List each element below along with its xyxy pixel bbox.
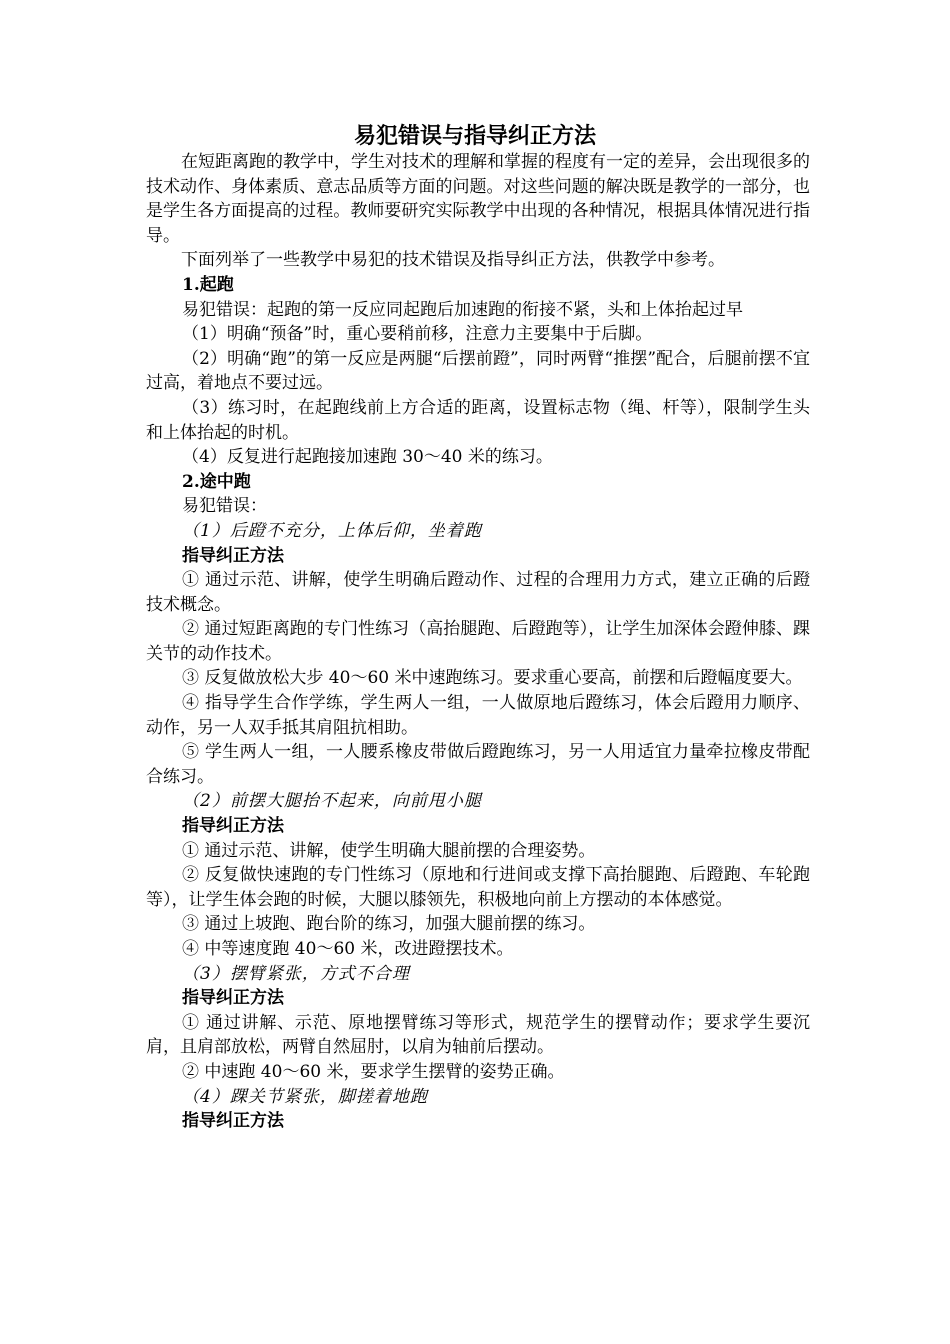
error-subheading: （3）摆臂紧张，方式不合理 [182, 963, 410, 984]
section-heading: 2.途中跑 [182, 471, 251, 492]
document-body [146, 150, 810, 1134]
paragraph: ④ 指导学生合作学练，学生两人一组，一人做原地后蹬练习，体会后蹬用力顺序、动作，另一人双手抵其肩阻抗相助。 [146, 693, 810, 738]
paragraph: ② 中速跑 40～60 米，要求学生摆臂的姿势正确。 [182, 1061, 565, 1082]
paragraph: ② 反复做快速跑的专门性练习（原地和行进间或支撑下高抬腿跑、后蹬跑、车轮跑等），让学生体会跑的时候，大腿以膝领先，积极地向前上方摆动的本体感觉。 [146, 865, 810, 910]
paragraph: （4）反复进行起跑接加速跑 30～40 米的练习。 [182, 447, 553, 468]
section-heading: 1.起跑 [182, 274, 234, 295]
document-title: 易犯错误与指导纠正方法 [353, 123, 596, 149]
paragraph: ① 通过示范、讲解，使学生明确后蹬动作、过程的合理用力方式，建立正确的后蹬技术概念。 [146, 570, 810, 615]
paragraph: ③ 通过上坡跑、跑台阶的练习，加强大腿前摆的练习。 [182, 914, 596, 935]
paragraph: ⑤ 学生两人一组，一人腰系橡皮带做后蹬跑练习，另一人用适宜力量牵拉橡皮带配合练习。 [146, 742, 810, 787]
paragraph: （3）练习时，在起跑线前上方合适的距离，设置标志物（绳、杆等），限制学生头和上体抬起的时机。 [146, 397, 810, 443]
paragraph: ③ 反复做放松大步 40～60 米中速跑练习。要求重心要高，前摆和后蹬幅度要大。 [182, 668, 803, 689]
method-heading: 指导纠正方法 [182, 988, 284, 1009]
paragraph: ② 通过短距离跑的专门性练习（高抬腿跑、后蹬跑等），让学生加深体会蹬伸膝、踝关节的动作技术。 [146, 619, 810, 664]
paragraph: （1）明确“预备”时，重心要稍前移，注意力主要集中于后脚。 [182, 324, 653, 345]
method-heading: 指导纠正方法 [182, 1111, 284, 1132]
error-subheading: （1）后蹬不充分，上体后仰，坐着跑 [182, 520, 482, 541]
paragraph: 在短距离跑的教学中，学生对技术的理解和掌握的程度有一定的差异，会出现很多的技术动作、身体素质、意志品质等方面的问题。对这些问题的解决既是教学的一部分，也是学生各方面提高的过程。教师要研究实际教学中出现的各种情况，根据具体情况进行指导。 [146, 152, 810, 246]
error-subheading: （2）前摆大腿抬不起来，向前甩小腿 [182, 791, 482, 812]
paragraph: ① 通过讲解、示范、原地摆臂练习等形式，规范学生的摆臂动作；要求学生要沉肩，且肩部放松，两臂自然屈肘，以肩为轴前后摆动。 [146, 1012, 810, 1058]
paragraph: ④ 中等速度跑 40～60 米，改进蹬摆技术。 [182, 939, 514, 959]
method-heading: 指导纠正方法 [182, 816, 284, 837]
paragraph: 下面列举了一些教学中易犯的技术错误及指导纠正方法，供教学中参考。 [181, 250, 725, 271]
paragraph: 易犯错误：起跑的第一反应同起跑后加速跑的衔接不紧，头和上体抬起过早 [182, 299, 743, 320]
method-heading: 指导纠正方法 [182, 545, 284, 566]
paragraph: 易犯错误： [182, 496, 267, 517]
error-subheading: （4）踝关节紧张，脚搓着地跑 [182, 1086, 428, 1107]
paragraph: （2）明确“跑”的第一反应是两腿“后摆前蹬”，同时两臂“推摆”配合，后腿前摆不宜过高，着地点不要过远。 [146, 348, 810, 394]
paragraph: ① 通过示范、讲解，使学生明确大腿前摆的合理姿势。 [182, 840, 596, 861]
